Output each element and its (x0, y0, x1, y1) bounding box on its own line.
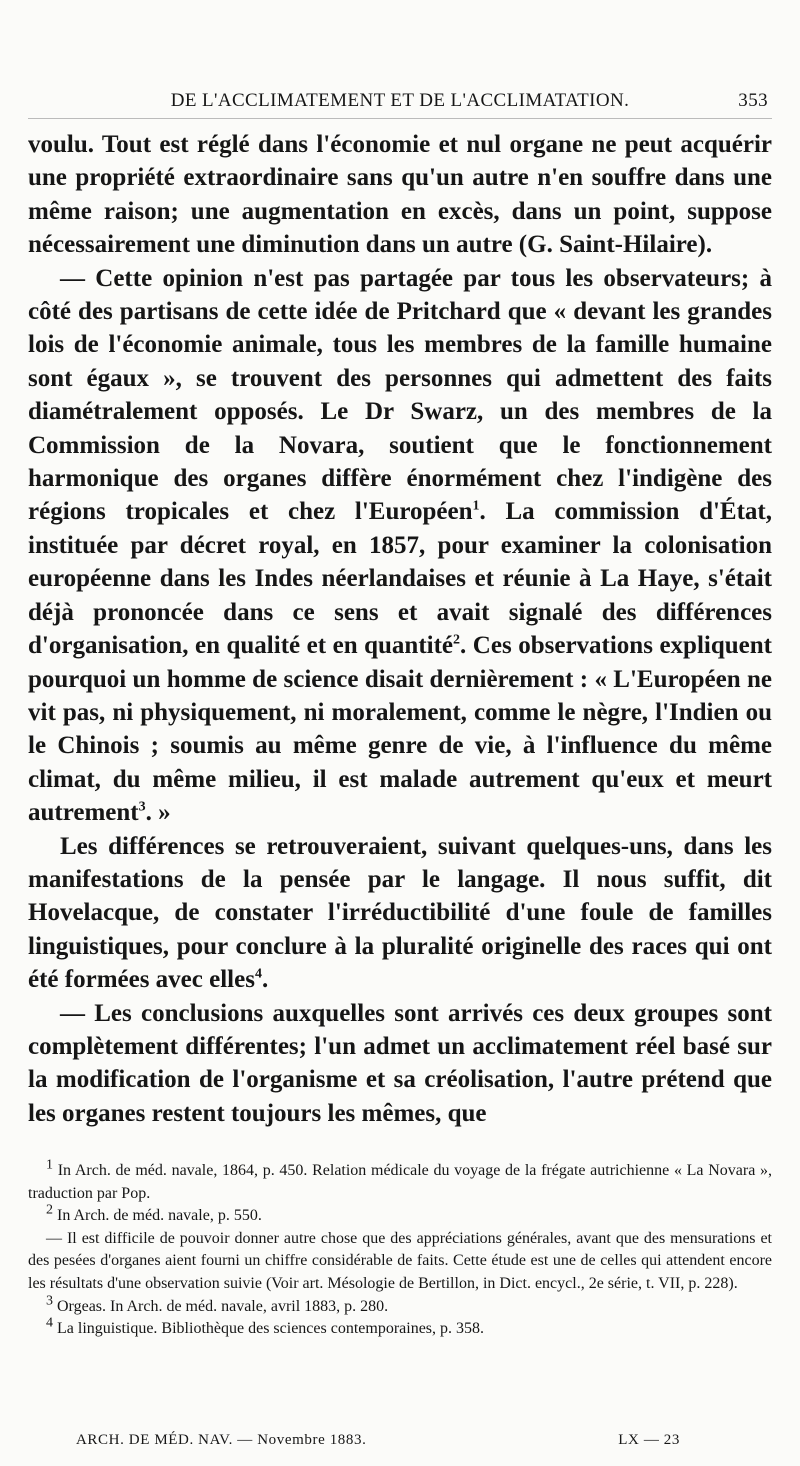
footnote-mark: 1 (46, 1157, 53, 1173)
footnote-mark: 4 (46, 1315, 53, 1331)
paragraph-1: voulu. Tout est réglé dans l'économie et nul organe ne peut acquérir une propriété extraordinaire sans qu'un autre n'en souffre dans une même raison; une augmentation en excès, dans un point, suppose nécessairement une diminution dans un autre (G. Saint-Hilaire). (28, 131, 772, 259)
footnote-ref-3: 3 (138, 799, 146, 815)
footnote-2 (28, 1202, 772, 1228)
footnote-text: — Il est difficile de pouvoir donner autre chose que des appréciations générales, avant que des mensurations et des pesées d'organes aient fourni un chiffre considérable de faits. Cette étude est une de celles qui attendent encore les résultats d'une observation suivie (Voir art. Mésologie de Bertillon, in Dict. encycl., 2e série, t. VII, p. 228). (28, 1229, 772, 1292)
footnote-ref-1: 1 (472, 499, 480, 515)
footnote-text: In Arch. de méd. navale, 1864, p. 450. Relation médicale du voyage de la frégate autrichienne « La Novara », traduction par Pop. (28, 1162, 772, 1202)
footnote-2-continued (28, 1228, 772, 1296)
paragraph-2-part-b: . La commission d'État, instituée par décret royal, en 1857, pour examiner la colonisation européenne dans les Indes néerlandaises et réunie à La Haye, s'était déjà prononcée dans ce sens et avait signalé des différences d'organisation, en qualité et en quantité (28, 498, 773, 660)
paragraph-2-part-a: — Cette opinion n'est pas partagée par tous les observateurs; à côté des partisans de cette idée de Pritchard que « devant les grandes lois de l'économie animale, tous les membres de la famille humaine sont égaux », se trouvent des personnes qui admettent des faits diamétralement opposés. Le Dr Swarz, un des membres de la Commission de la Novara, soutient que le fonctionnement harmonique des organes diffère énormément chez l'indigène des régions tropicales et chez l'Européen (28, 264, 772, 526)
footnote-mark: 2 (46, 1202, 53, 1218)
header-title: DE L'ACCLIMATEMENT ET DE L'ACCLIMATATION. (170, 90, 630, 111)
footnote-ref-4: 4 (254, 966, 262, 982)
paragraph-3 (28, 830, 772, 997)
footer-signature: LX — 23 (618, 1432, 680, 1448)
paragraph-2 (28, 262, 772, 830)
footnote-ref-2: 2 (453, 632, 461, 648)
footnote-text: La linguistique. Bibliothèque des sciences contemporaines, p. 358. (57, 1320, 485, 1338)
footer-journal: ARCH. DE MÉD. NAV. — Novembre 1883. (76, 1432, 367, 1448)
paragraph-4: — Les conclusions auxquelles sont arrivés ces deux groupes sont complètement différentes; l'un admet un acclimatement réel basé sur la modification de l'organisme et sa créolisation, l'autre prétend que les organes restent toujours les mêmes, que (28, 999, 772, 1127)
paragraph-3-part-a: Les différences se retrouveraient, suivant quelques-uns, dans les manifestations de la pensée par le langage. Il nous suffit, dit Hovelacque, de constater l'irréductibilité d'une foule de familles linguistiques, pour conclure à la pluralité originelle des races qui ont été formées avec elles (28, 832, 772, 994)
page-number: 353 (738, 90, 768, 111)
main-text (28, 128, 772, 1130)
running-header (28, 88, 772, 119)
footnote-text: In Arch. de méd. navale, p. 550. (57, 1207, 262, 1225)
footnote-3 (28, 1293, 772, 1319)
paragraph-2-part-d: . » (145, 799, 171, 827)
footnotes (28, 1157, 772, 1341)
paragraph-2-part-c: . Ces observations expliquent pourquoi un homme de science disait dernièrement : « L'Européen ne vit pas, ni physiquement, ni moralement, comme le nègre, l'Indien ou le Chinois ; soumis au même genre de vie, à l'influence du même climat, du même milieu, il est malade autrement qu'eux et meurt autrement (28, 632, 772, 827)
footnote-4 (28, 1315, 772, 1341)
footnote-1 (28, 1157, 772, 1205)
footnote-text: Orgeas. In Arch. de méd. navale, avril 1883, p. 280. (57, 1297, 389, 1315)
paragraph-3-part-b: . (261, 966, 269, 994)
footnote-mark: 3 (46, 1293, 53, 1309)
